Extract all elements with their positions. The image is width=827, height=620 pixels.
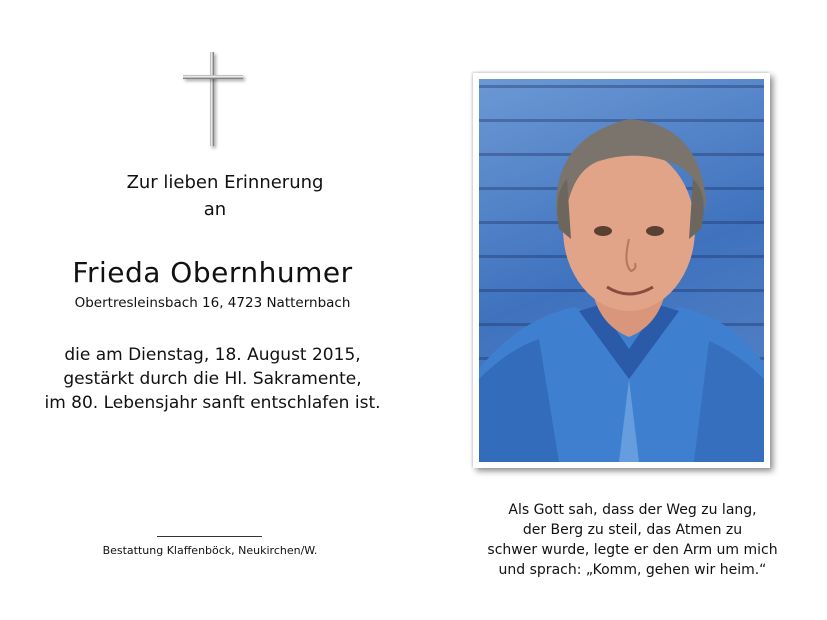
- poem-line: der Berg zu steil, das Atmen zu: [522, 522, 743, 538]
- passing-text: [30, 343, 395, 415]
- signature-divider: [157, 536, 262, 537]
- deceased-name: Frieda Obernhumer: [72, 256, 353, 289]
- passing-line: die am Dienstag, 18. August 2015,: [64, 345, 361, 365]
- portrait-illustration: [479, 79, 764, 462]
- portrait-frame: [473, 73, 770, 468]
- funeral-home: Bestattung Klaffenböck, Neukirchen/W.: [102, 544, 318, 557]
- passing-line: im 80. Lebensjahr sanft entschlafen ist.: [44, 393, 381, 413]
- passing-line: gestärkt durch die Hl. Sakramente,: [63, 369, 362, 389]
- memorial-heading-an: an: [203, 199, 227, 220]
- portrait-photo: [479, 79, 764, 462]
- poem-line: und sprach: „Komm, gehen wir heim.“: [498, 562, 767, 578]
- memorial-heading: Zur lieben Erinnerung: [126, 172, 324, 193]
- memorial-poem: [470, 500, 795, 580]
- poem-line: schwer wurde, legte er den Arm um mich: [487, 542, 778, 558]
- poem-line: Als Gott sah, dass der Weg zu lang,: [508, 502, 757, 518]
- deceased-address: Obertresleinsbach 16, 4723 Natternbach: [74, 295, 351, 311]
- cross-icon: [183, 52, 243, 146]
